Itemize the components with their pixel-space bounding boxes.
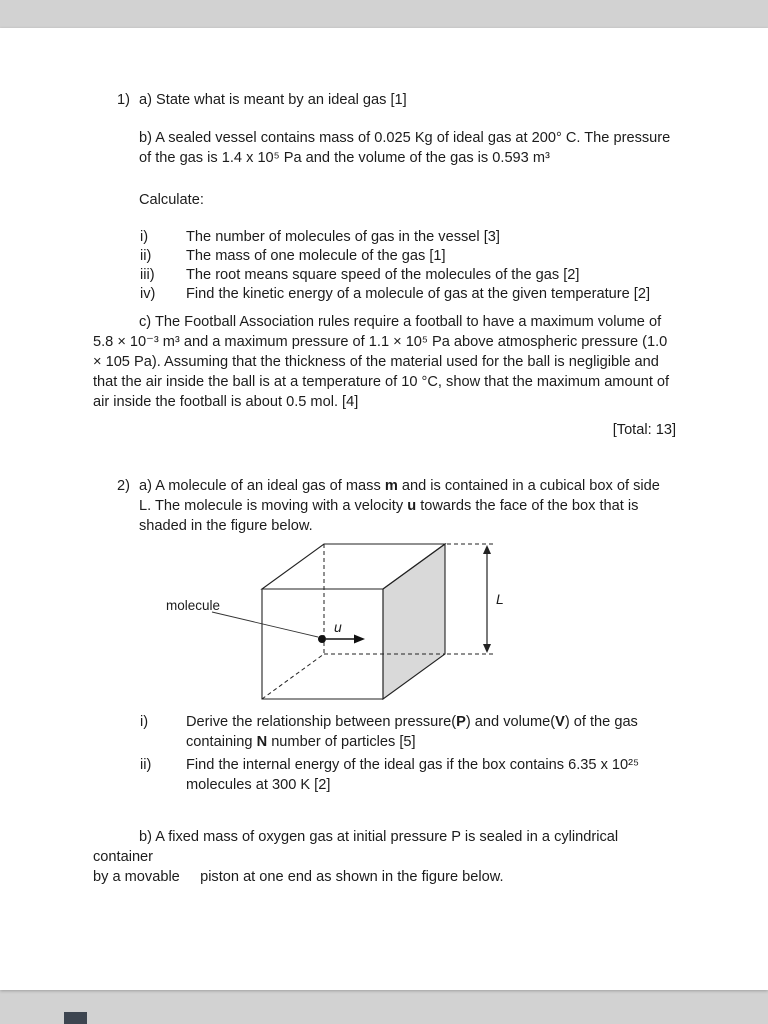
question-1-total: [Total: 13]: [612, 422, 676, 438]
question-2-part-a: [93, 476, 676, 536]
molecule-label: molecule: [166, 598, 221, 613]
list-item-text: [186, 712, 676, 752]
list-item: [140, 228, 676, 247]
question-1-number: 1): [117, 92, 130, 108]
question-2-part-b: [93, 827, 676, 887]
viewer-bottom-toolbar-fragment[interactable]: [64, 1012, 87, 1024]
question-2-part-b-line1: b) A fixed mass of oxygen gas at initial pressure P is sealed in a cylindrical container: [93, 829, 623, 865]
molecule-pointer-line: [212, 612, 318, 637]
question-2-number: 2): [117, 478, 130, 494]
velocity-arrowhead: [354, 635, 365, 644]
text-segment: a) A molecule of an ideal gas of mass: [139, 478, 385, 494]
list-item-text: Find the internal energy of the ideal gas if the box contains 6.35 x 10²⁵ molecules at 300 K [2]: [186, 757, 640, 793]
question-1-subparts: [93, 228, 676, 304]
list-item: [140, 266, 676, 285]
list-item-label: ii): [140, 248, 152, 264]
variable-n: N: [256, 734, 268, 750]
list-item: [140, 285, 676, 304]
cube-front-face: [262, 589, 383, 699]
list-item-label: iii): [140, 267, 155, 283]
question-2-part-b-line2: by a movable piston at one end as shown in the figure below.: [93, 869, 504, 885]
text-segment: number of particles [5]: [267, 734, 416, 750]
list-item-text: The mass of one molecule of the gas [1]: [186, 248, 446, 264]
question-2-subparts: [93, 712, 676, 795]
list-item-text: Find the kinetic energy of a molecule of gas at the given temperature [2]: [186, 286, 651, 302]
list-item-label: i): [140, 229, 149, 245]
question-1-part-c: c) The Football Association rules require a football to have a maximum volume of 5.8 × 10⁻³ m³ and a maximum pressure of 1.1 × 10⁵ Pa above atmospheric pressure (1.0 × 105 Pa). Assuming that the thickness of the material used for the ball is negligible and that the air inside the ball is at a temperature of 10 °C, show that the maximum amount of air inside the football is about 0.5 mol. [4]: [93, 314, 670, 410]
text-segment: towards the face of the box that is shaded in the figure below.: [139, 498, 639, 534]
question-1-part-b-text: b) A sealed vessel contains mass of 0.025 Kg of ideal gas at 200° C. The pressure of the gas is 1.4 x 10⁵ Pa and the volume of the gas is 0.593 m³: [139, 130, 671, 166]
question-1-part-a-text: a) State what is meant by an ideal gas [1]: [139, 92, 407, 108]
question-1-part-a: [93, 90, 676, 110]
text-segment: ) of the gas containing: [186, 714, 638, 750]
cube-shaded-face: [383, 544, 445, 699]
list-item-text: The number of molecules of gas in the vessel [3]: [186, 229, 500, 245]
document-page: [0, 28, 768, 990]
cube-figure: [140, 532, 520, 710]
list-item: [140, 247, 676, 266]
text-segment: ) and volume(: [465, 714, 556, 730]
text-segment: Derive the relationship between pressure(: [186, 714, 457, 730]
dimension-arrowhead-bottom: [483, 644, 491, 653]
variable-p: P: [456, 714, 466, 730]
list-item-label: ii): [140, 757, 152, 773]
cube-hidden-edge-left-bottom: [262, 654, 324, 699]
variable-v: V: [555, 714, 565, 730]
length-label: L: [496, 591, 504, 607]
question-1-part-b: [93, 128, 676, 168]
dimension-arrowhead-top: [483, 545, 491, 554]
text-segment: and is contained in a cubical box of side L. The molecule is moving with a velocity: [139, 478, 660, 514]
calculate-heading: Calculate:: [139, 192, 204, 208]
page-content: [0, 28, 768, 887]
molecule-dot: [318, 635, 326, 643]
variable-u: u: [407, 498, 417, 514]
list-item: [140, 755, 676, 795]
list-item-text: The root means square speed of the molecules of the gas [2]: [186, 267, 580, 283]
cube-figure-svg: [140, 532, 520, 710]
list-item-label: iv): [140, 286, 156, 302]
list-item-label: i): [140, 714, 149, 730]
list-item: [140, 712, 676, 752]
question-2-part-a-text: [139, 478, 660, 534]
velocity-label: u: [334, 619, 342, 635]
variable-m: m: [384, 478, 398, 494]
